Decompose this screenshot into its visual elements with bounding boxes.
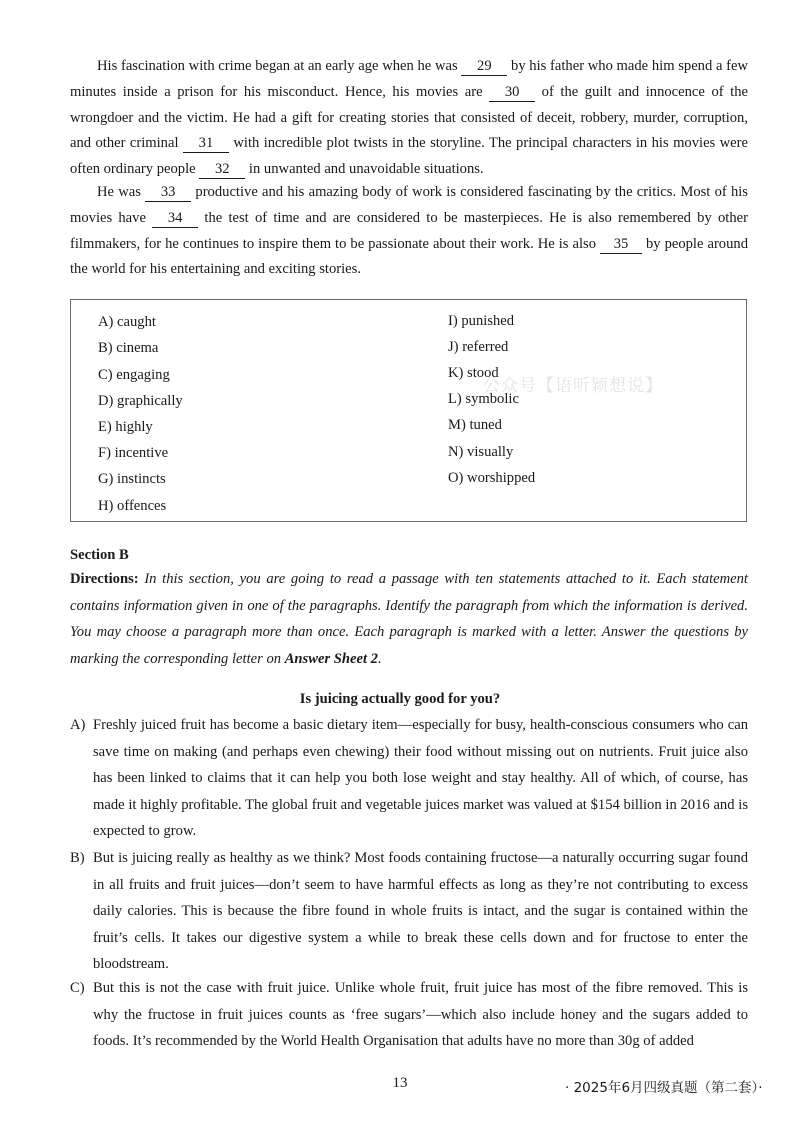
- passage-text: by people around the world for his entertaining and exciting stories.: [70, 235, 748, 278]
- passage-text: with incredible plot twists in the storyline. The principal characters in his movies were often ordinary people: [70, 135, 749, 178]
- passage-text: by his father who made him spend a few minutes inside a prison for his misconduct. Hence, his movies are: [70, 58, 748, 100]
- option-b: B) cinema: [98, 340, 159, 356]
- option-d: D) graphically: [98, 393, 183, 409]
- passage-text: in unwanted and unavoidable situations.: [245, 161, 484, 178]
- blank-29: 29: [461, 58, 507, 76]
- option-e: E) highly: [98, 419, 153, 435]
- section-b-directions: [70, 566, 748, 672]
- blank-35: 35: [600, 236, 642, 254]
- passage-text: productive and his amazing body of work is considered fascinating by the critics. Most of his movies have: [70, 184, 748, 226]
- section-b-title: Section B: [70, 547, 129, 563]
- blank-31: 31: [183, 135, 229, 153]
- blank-33: 33: [145, 184, 191, 202]
- blank-30: 30: [489, 84, 535, 102]
- article-paragraph-c: [70, 975, 748, 1055]
- option-n: N) visually: [448, 444, 514, 460]
- paragraph-label: B): [70, 850, 85, 866]
- passage-text: He was: [97, 184, 146, 200]
- option-c: C) engaging: [98, 367, 170, 383]
- option-f: F) incentive: [98, 445, 169, 461]
- option-l: L) symbolic: [448, 391, 519, 407]
- answer-sheet-label: Answer Sheet 2: [284, 650, 378, 667]
- article-paragraph-b: [70, 845, 748, 978]
- paragraph-label: A): [70, 717, 86, 733]
- option-a: A) caught: [98, 314, 156, 330]
- passage-text: of the guilt and innocence of the wrongdoer and the victim. He had a gift for creating stories that consisted of deceit, robbery, murder, corruption, and other criminal: [70, 83, 748, 152]
- blank-34: 34: [152, 210, 198, 228]
- paragraph-text: Freshly juiced fruit has become a basic dietary item—especially for busy, health-conscious consumers who can save time on making (and perhaps even chewing) their food without missing out on nutrients. Fruit juice also has been linked to claims that it can help you both lose weight and stay healthy. All of which, of course, has made it highly profitable. The global fruit and vegetable juices market was valued at $154 billion in 2016 and is expected to grow.: [93, 717, 748, 840]
- passage-text: the test of time and are considered to be masterpieces. He is also remembered by other filmmakers, for he continues to inspire them to be passionate about their work. He is also: [70, 209, 748, 252]
- passage-paragraph-1: [70, 54, 748, 183]
- option-h: H) offences: [98, 498, 167, 514]
- paragraph-label: C): [70, 980, 85, 996]
- directions-text: In this section, you are going to read a passage with ten statements attached to it. Each statement contains information given in one of the paragraphs. Identify the paragraph from which the information is derived. You may choose a paragraph more than once. Each paragraph is marked with a letter. Answer the questions by marking the corresponding letter on: [70, 571, 748, 667]
- option-g: G) instincts: [98, 471, 166, 487]
- blank-32: 32: [199, 161, 245, 179]
- option-j: J) referred: [448, 339, 509, 355]
- option-k: K) stood: [448, 365, 499, 381]
- paragraph-text: But this is not the case with fruit juice. Unlike whole fruit, fruit juice has most of the fibre removed. This is why the fructose in fruit juices counts as ‘free sugars’—which also include honey and the sugars added to foods. It’s recommended by the World Health Organisation that adults have no more than 30g of added: [93, 980, 748, 1050]
- passage-text: His fascination with crime began at an early age when he was: [97, 58, 462, 74]
- option-m: M) tuned: [448, 417, 502, 433]
- option-o: O) worshipped: [448, 470, 536, 486]
- watermark: 公众号【语听颖想说】: [483, 376, 663, 396]
- word-bank-box: [70, 299, 747, 522]
- exam-footer-note: · 2025年6月四级真题（第二套）·: [565, 1080, 763, 1096]
- paragraph-text: But is juicing really as healthy as we think? Most foods containing fructose—a naturally occurring sugar found in all fruits and fruit juices—don’t seem to have harmful effects as long as they’re not contributing to excess daily calories. This is because the fibre found in whole fruits is intact, and the sugar is contained within the fruit’s cells. It takes our digestive system a while to break these cells down and for fructose to enter the bloodstream.: [93, 850, 748, 973]
- article-title: Is juicing actually good for you?: [299, 691, 501, 707]
- directions-label: Directions:: [70, 571, 139, 587]
- directions-end: .: [377, 650, 382, 667]
- passage-paragraph-2: [70, 180, 748, 283]
- article-paragraph-a: [70, 712, 748, 845]
- page-number: 13: [392, 1075, 408, 1091]
- option-i: I) punished: [448, 313, 515, 329]
